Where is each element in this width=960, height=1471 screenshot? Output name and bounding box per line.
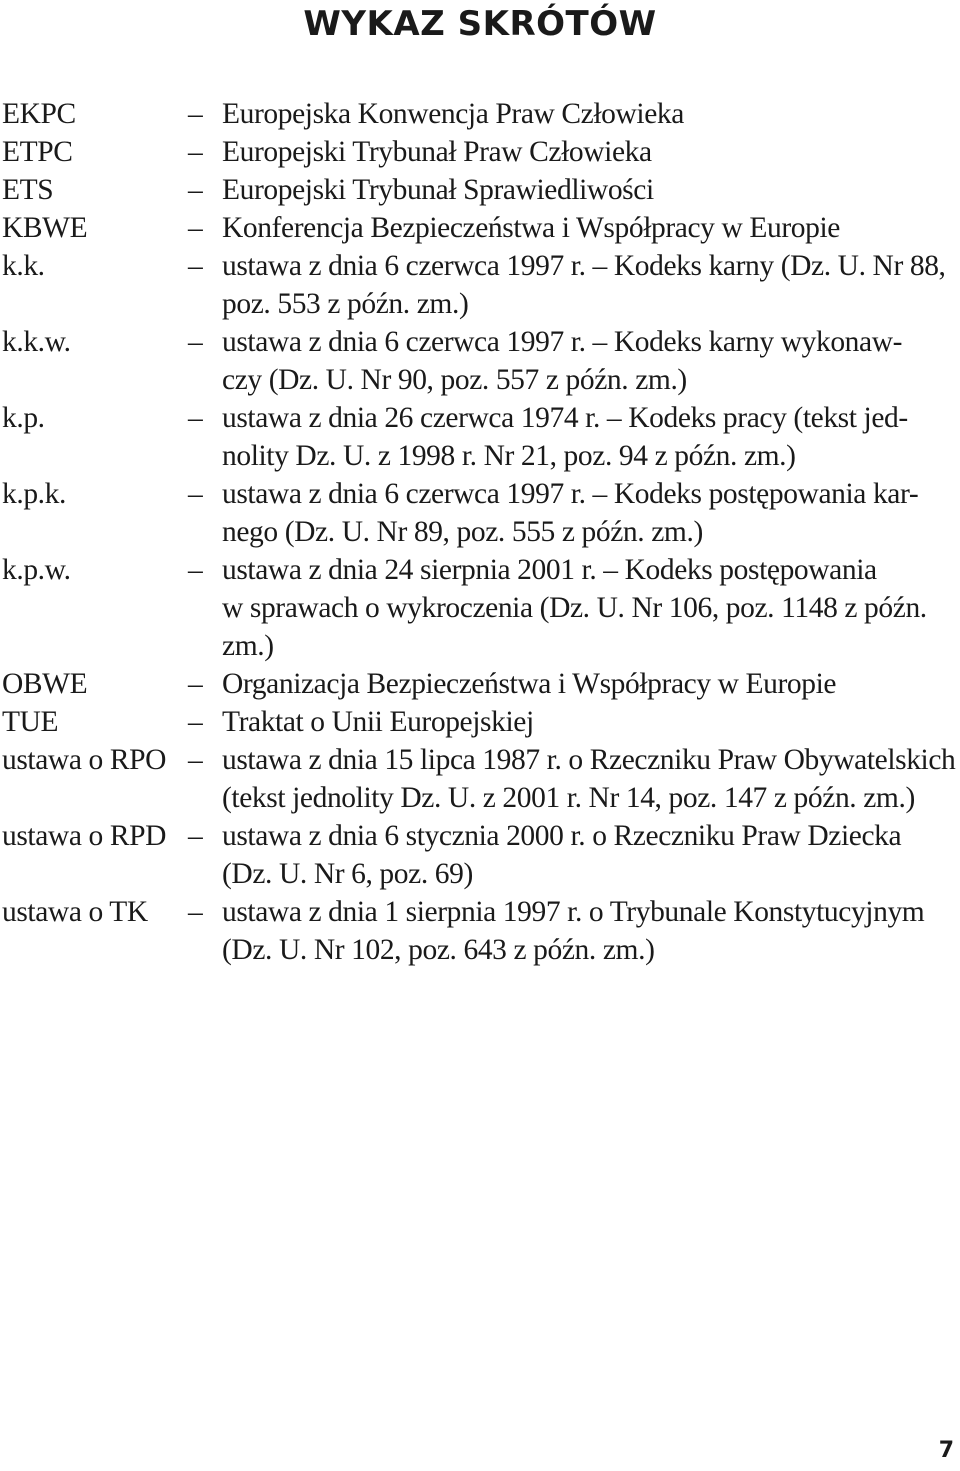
- dash: –: [188, 402, 203, 434]
- abbreviation: k.p.: [2, 402, 45, 434]
- dash: –: [188, 706, 203, 738]
- abbreviation-description: ustawa z dnia 6 stycznia 2000 r. o Rzeczniku Praw Dziecka (Dz. U. Nr 6, poz. 69): [222, 820, 902, 890]
- abbreviation: k.k.w.: [2, 326, 71, 358]
- list-item: [0, 475, 960, 551]
- list-item: [0, 741, 960, 817]
- dash: –: [188, 136, 203, 168]
- abbreviation: k.p.w.: [2, 554, 71, 586]
- abbreviation: TUE: [2, 706, 59, 738]
- abbreviation: k.p.k.: [2, 478, 66, 510]
- abbreviation-description: Organizacja Bezpieczeństwa i Współpracy w Europie: [222, 668, 837, 700]
- dash: –: [188, 98, 203, 130]
- abbreviation-description: ustawa z dnia 15 lipca 1987 r. o Rzeczniku Praw Obywatelskich (tekst jednolity Dz. U. z 2001 r. Nr 14, poz. 147 z późn. zm.): [222, 744, 956, 814]
- page-title: WYKAZ SKRÓTÓW: [303, 4, 657, 44]
- abbreviation-description: Traktat o Unii Europejskiej: [222, 706, 534, 738]
- abbreviation-description: ustawa z dnia 26 czerwca 1974 r. – Kodeks pracy (tekst jed- nolity Dz. U. z 1998 r. Nr 21, poz. 94 z późn. zm.): [222, 402, 908, 472]
- list-item: [0, 247, 960, 323]
- abbreviation: KBWE: [2, 212, 88, 244]
- abbreviation: ustawa o RPD: [2, 820, 167, 852]
- abbreviation-description: ustawa z dnia 6 czerwca 1997 r. – Kodeks karny (Dz. U. Nr 88, poz. 553 z późn. zm.): [222, 250, 946, 320]
- dash: –: [188, 478, 203, 510]
- list-item: [0, 399, 960, 475]
- list-item: [0, 133, 960, 171]
- dash: –: [188, 668, 203, 700]
- dash: –: [188, 744, 203, 776]
- abbreviation-description: ustawa z dnia 24 sierpnia 2001 r. – Kodeks postępowania w sprawach o wykroczenia (Dz. U. Nr 106, poz. 1148 z późn. zm.): [222, 554, 927, 662]
- list-item: [0, 95, 960, 133]
- abbreviation: ustawa o RPO: [2, 744, 167, 776]
- list-item: [0, 551, 960, 665]
- abbreviation: k.k.: [2, 250, 45, 282]
- abbreviation: OBWE: [2, 668, 88, 700]
- dash: –: [188, 174, 203, 206]
- abbreviation: ustawa o TK: [2, 896, 148, 928]
- abbreviation-description: Konferencja Bezpieczeństwa i Współpracy w Europie: [222, 212, 840, 244]
- abbreviation: ETPC: [2, 136, 73, 168]
- abbreviation-description: ustawa z dnia 6 czerwca 1997 r. – Kodeks karny wykonaw- czy (Dz. U. Nr 90, poz. 557 z późn. zm.): [222, 326, 903, 396]
- abbreviation-description: Europejski Trybunał Praw Człowieka: [222, 136, 652, 168]
- abbreviation: EKPC: [2, 98, 76, 130]
- dash: –: [188, 250, 203, 282]
- list-item: [0, 817, 960, 893]
- page-number: 7: [938, 1438, 954, 1463]
- abbreviation-description: ustawa z dnia 6 czerwca 1997 r. – Kodeks postępowania kar- nego (Dz. U. Nr 89, poz. 555 z późn. zm.): [222, 478, 919, 548]
- list-item: [0, 703, 960, 741]
- abbreviation-description: ustawa z dnia 1 sierpnia 1997 r. o Trybunale Konstytucyjnym (Dz. U. Nr 102, poz. 643 z późn. zm.): [222, 896, 925, 966]
- abbreviation-description: Europejski Trybunał Sprawiedliwości: [222, 174, 654, 206]
- list-item: [0, 171, 960, 209]
- list-item: [0, 209, 960, 247]
- dash: –: [188, 212, 203, 244]
- dash: –: [188, 326, 203, 358]
- list-item: [0, 665, 960, 703]
- dash: –: [188, 554, 203, 586]
- abbreviation: ETS: [2, 174, 54, 206]
- list-item: [0, 323, 960, 399]
- dash: –: [188, 820, 203, 852]
- dash: –: [188, 896, 203, 928]
- list-item: [0, 893, 960, 969]
- abbreviation-list: [0, 95, 960, 969]
- abbreviation-description: Europejska Konwencja Praw Człowieka: [222, 98, 684, 130]
